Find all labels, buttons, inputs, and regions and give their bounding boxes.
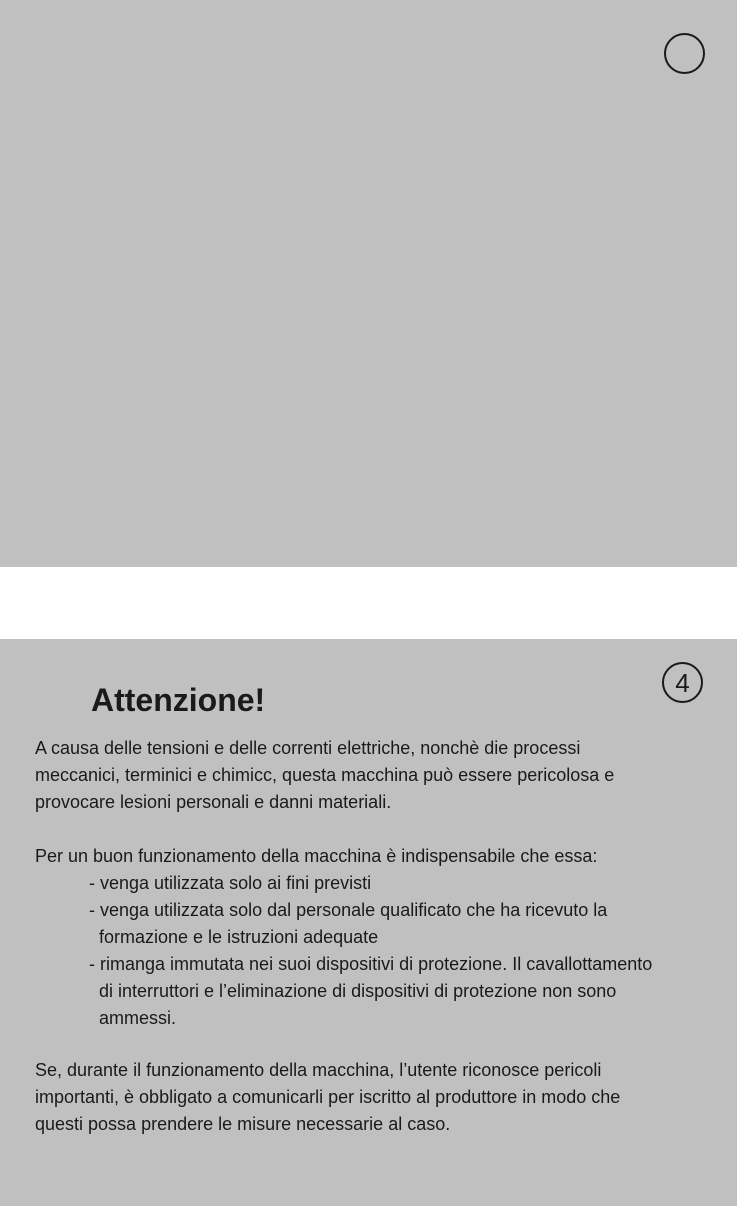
paragraph-line: provocare lesioni personali e danni materiali.	[35, 792, 392, 812]
list-item: formazione e le istruzioni adequate	[89, 927, 379, 947]
list-item: - venga utilizzata solo ai fini previsti	[89, 873, 372, 893]
paragraph-line: A causa delle tensioni e delle correnti elettriche, nonchè die processi	[35, 738, 581, 758]
paragraph-line: Se, durante il funzionamento della macchina, l’utente riconosce pericoli	[35, 1060, 602, 1080]
list-item: - rimanga immutata nei suoi dispositivi di protezione. Il cavallottamento	[89, 954, 653, 974]
warning-paragraph-reporting	[35, 1057, 620, 1138]
top-page-panel	[0, 0, 737, 567]
paragraph-line: importanti, è obbligato a comunicarli per iscritto al produttore in modo che	[35, 1087, 621, 1107]
list-item: di interruttori e l’eliminazione di dispositivi di protezione non sono	[89, 981, 617, 1001]
page-title: Attenzione!	[91, 682, 266, 718]
list-item: ammessi.	[89, 1008, 177, 1028]
requirements-list	[89, 870, 652, 1032]
list-item: - venga utilizzata solo dal personale qualificato che ha ricevuto la	[89, 900, 608, 920]
warning-page-panel	[0, 639, 737, 1206]
paragraph-line: meccanici, terminici e chimicc, questa macchina può essere pericolosa e	[35, 765, 615, 785]
warning-paragraph-hazards	[35, 735, 614, 816]
paragraph-line: questi possa prendere le misure necessarie al caso.	[35, 1114, 451, 1134]
page-number-circle	[664, 33, 705, 74]
page-number-circle: 4	[662, 662, 703, 703]
requirements-intro: Per un buon funzionamento della macchina è indispensabile che essa:	[35, 846, 598, 866]
